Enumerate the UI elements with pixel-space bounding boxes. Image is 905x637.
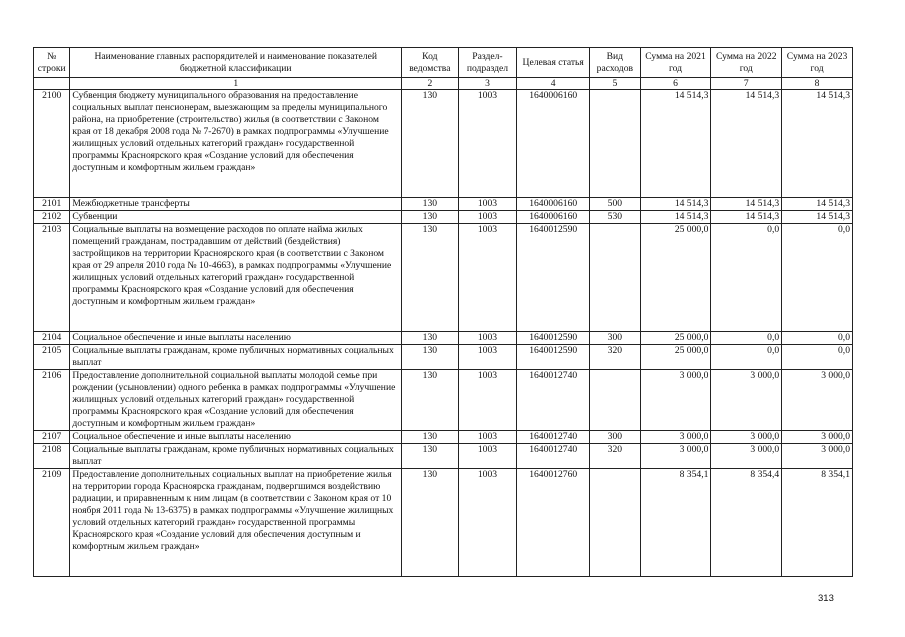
row-name: Социальные выплаты гражданам, кроме публичных нормативных социальных выплат	[70, 444, 402, 469]
row-dept-code: 130	[402, 224, 459, 332]
row-target: 1640006160	[517, 211, 590, 224]
header-row-no: № строки	[34, 48, 70, 78]
table-row	[34, 469, 853, 577]
row-sum-2021: 25 000,0	[640, 345, 711, 370]
row-dept-code: 130	[402, 444, 459, 469]
row-expense-type	[590, 469, 641, 577]
row-sum-2023: 14 514,3	[782, 211, 853, 224]
row-dept-code: 130	[402, 198, 459, 211]
row-expense-type	[590, 370, 641, 431]
row-sum-2021: 14 514,3	[640, 198, 711, 211]
row-section: 1003	[458, 444, 517, 469]
row-target: 1640006160	[517, 198, 590, 211]
row-number: 2102	[34, 211, 70, 224]
row-sum-2023: 14 514,3	[782, 198, 853, 211]
row-name: Социальное обеспечение и иные выплаты населению	[70, 332, 402, 345]
header-sum-2023: Сумма на 2023 год	[782, 48, 853, 78]
row-target: 1640012590	[517, 345, 590, 370]
column-index: 3	[458, 78, 517, 90]
row-name: Социальное обеспечение и иные выплаты населению	[70, 431, 402, 444]
row-name: Предоставление дополнительной социальной выплаты молодой семье при рождении (усыновлении) одного ребенка в рамках подпрограммы «Улучшение жилищных условий отдельных категорий граждан» государственной программы Красноярского края «Создание условий для обеспечения доступным и комфортным жильем граждан»	[70, 370, 402, 431]
row-number: 2101	[34, 198, 70, 211]
row-dept-code: 130	[402, 345, 459, 370]
row-number: 2105	[34, 345, 70, 370]
page-number: 313	[818, 593, 834, 604]
row-number: 2107	[34, 431, 70, 444]
row-number: 2108	[34, 444, 70, 469]
row-sum-2021: 14 514,3	[640, 90, 711, 198]
header-section: Раздел-подраздел	[458, 48, 517, 78]
row-expense-type: 320	[590, 345, 641, 370]
row-sum-2022: 14 514,3	[711, 198, 782, 211]
row-section: 1003	[458, 469, 517, 577]
header-name: Наименование главных распорядителей и наименование показателей бюджетной классификации	[70, 48, 402, 78]
row-target: 1640012760	[517, 469, 590, 577]
row-section: 1003	[458, 90, 517, 198]
row-section: 1003	[458, 198, 517, 211]
header-expense-type: Вид расходов	[590, 48, 641, 78]
header-sum-2021: Сумма на 2021 год	[640, 48, 711, 78]
table-row	[34, 224, 853, 332]
column-index: 4	[517, 78, 590, 90]
row-expense-type: 530	[590, 211, 641, 224]
row-number: 2100	[34, 90, 70, 198]
row-name: Предоставление дополнительных социальных выплат на приобретение жилья на территории города Красноярска гражданам, подвергшимся воздействию радиации, и приравненным к ним лицам (в соответствии с Законом края от 10 ноября 2011 года № 13-6375) в рамках подпрограммы «Улучшение жилищных условий отдельных категорий граждан» государственной программы Красноярского края «Создание условий для обеспечения доступным и комфортным жильем граждан»	[70, 469, 402, 577]
table-row	[34, 198, 853, 211]
row-section: 1003	[458, 345, 517, 370]
row-section: 1003	[458, 211, 517, 224]
row-expense-type	[590, 224, 641, 332]
row-dept-code: 130	[402, 431, 459, 444]
row-sum-2023: 3 000,0	[782, 444, 853, 469]
header-row	[34, 48, 853, 78]
row-sum-2021: 3 000,0	[640, 370, 711, 431]
column-index: 7	[711, 78, 782, 90]
row-sum-2023: 0,0	[782, 224, 853, 332]
row-expense-type: 300	[590, 332, 641, 345]
row-target: 1640012590	[517, 332, 590, 345]
row-sum-2022: 3 000,0	[711, 370, 782, 431]
row-sum-2021: 25 000,0	[640, 224, 711, 332]
row-sum-2023: 0,0	[782, 332, 853, 345]
row-section: 1003	[458, 370, 517, 431]
row-sum-2022: 3 000,0	[711, 431, 782, 444]
row-number: 2103	[34, 224, 70, 332]
row-name: Субвенции	[70, 211, 402, 224]
row-dept-code: 130	[402, 370, 459, 431]
row-sum-2022: 0,0	[711, 224, 782, 332]
row-name: Социальные выплаты гражданам, кроме публичных нормативных социальных выплат	[70, 345, 402, 370]
row-sum-2021: 3 000,0	[640, 431, 711, 444]
row-number: 2106	[34, 370, 70, 431]
row-sum-2022: 14 514,3	[711, 90, 782, 198]
table-row	[34, 90, 853, 198]
row-dept-code: 130	[402, 90, 459, 198]
row-expense-type	[590, 90, 641, 198]
row-sum-2021: 8 354,1	[640, 469, 711, 577]
row-name: Социальные выплаты на возмещение расходов по оплате найма жилых помещений гражданам, пострадавшим от действий (бездействия) застройщиков на территории Красноярского края (в соответствии с Законом края от 29 апреля 2010 года № 10-4663), в рамках подпрограммы «Улучшение жилищных условий отдельных категорий граждан» государственной программы Красноярского края «Создание условий для обеспечения доступным и комфортным жильем граждан»	[70, 224, 402, 332]
row-target: 1640006160	[517, 90, 590, 198]
header-sum-2022: Сумма на 2022 год	[711, 48, 782, 78]
row-target: 1640012740	[517, 431, 590, 444]
column-index-row	[34, 78, 853, 90]
row-name: Межбюджетные трансферты	[70, 198, 402, 211]
row-expense-type: 320	[590, 444, 641, 469]
table-row	[34, 332, 853, 345]
row-section: 1003	[458, 332, 517, 345]
column-index	[34, 78, 70, 90]
row-sum-2021: 14 514,3	[640, 211, 711, 224]
row-sum-2022: 0,0	[711, 332, 782, 345]
table-row	[34, 345, 853, 370]
row-sum-2023: 3 000,0	[782, 370, 853, 431]
row-target: 1640012590	[517, 224, 590, 332]
row-section: 1003	[458, 224, 517, 332]
column-index: 8	[782, 78, 853, 90]
row-expense-type: 500	[590, 198, 641, 211]
row-dept-code: 130	[402, 211, 459, 224]
column-index: 2	[402, 78, 459, 90]
row-dept-code: 130	[402, 332, 459, 345]
row-number: 2104	[34, 332, 70, 345]
row-sum-2023: 3 000,0	[782, 431, 853, 444]
row-sum-2022: 0,0	[711, 345, 782, 370]
table-row	[34, 444, 853, 469]
row-sum-2023: 0,0	[782, 345, 853, 370]
row-target: 1640012740	[517, 444, 590, 469]
table-row	[34, 431, 853, 444]
column-index: 5	[590, 78, 641, 90]
row-sum-2022: 8 354,4	[711, 469, 782, 577]
row-sum-2022: 14 514,3	[711, 211, 782, 224]
row-sum-2021: 3 000,0	[640, 444, 711, 469]
row-section: 1003	[458, 431, 517, 444]
header-target: Целевая статья	[517, 48, 590, 78]
row-sum-2023: 14 514,3	[782, 90, 853, 198]
row-dept-code: 130	[402, 469, 459, 577]
budget-table	[33, 47, 853, 577]
column-index: 1	[70, 78, 402, 90]
table-row	[34, 211, 853, 224]
table-row	[34, 370, 853, 431]
row-expense-type: 300	[590, 431, 641, 444]
header-dept-code: Код ведомства	[402, 48, 459, 78]
row-name: Субвенция бюджету муниципального образования на предоставление социальных выплат пенсионерам, выезжающим за пределы муниципального района, на приобретение (строительство) жилья (в соответствии с Законом края от 18 декабря 2008 года № 7-2670) в рамках подпрограммы «Улучшение жилищных условий отдельных категорий граждан» государственной программы Красноярского края «Создание условий для обеспечения доступным и комфортным жильем граждан»	[70, 90, 402, 198]
column-index: 6	[640, 78, 711, 90]
row-number: 2109	[34, 469, 70, 577]
row-sum-2022: 3 000,0	[711, 444, 782, 469]
row-sum-2023: 8 354,1	[782, 469, 853, 577]
row-target: 1640012740	[517, 370, 590, 431]
row-sum-2021: 25 000,0	[640, 332, 711, 345]
